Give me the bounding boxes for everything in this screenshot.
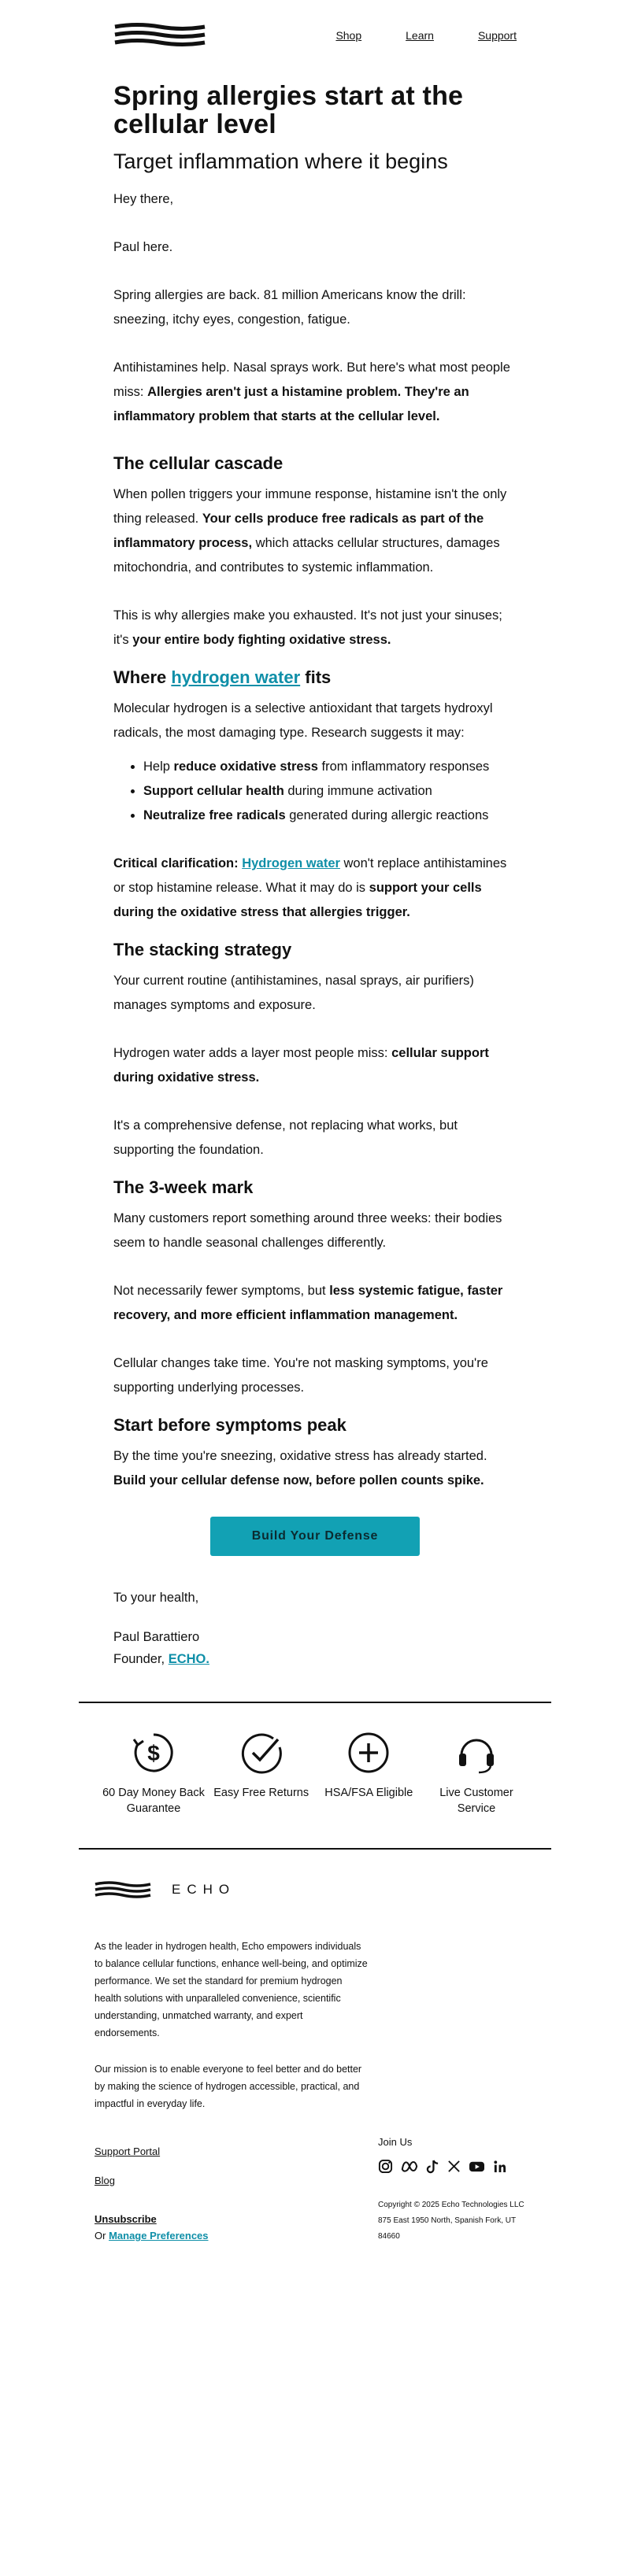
section-heading-3-week: The 3-week mark [113,1177,254,1197]
intro-line: Paul here. [113,240,173,254]
nav-learn-link[interactable]: Learn [406,29,434,42]
footer-about: As the leader in hydrogen health, Echo empowers individuals to balance cellular functions, enhance well-being, and optimize performance. We set the standard for premium hydrogen health solutions with unparalleled convenience, scientific understanding, unmatched warranty, and expert endorsements. [94,1941,368,2038]
paragraph-layer [113,1041,517,1090]
x-icon[interactable] [447,2159,461,2174]
cta-container [113,1517,517,1556]
paragraph-molecular-hydrogen: Molecular hydrogen is a selective antioxidant that targets hydroxyl radicals, the most damaging type. Research suggests it may: [113,701,493,740]
text: from inflammatory responses [317,759,490,774]
paragraph-cascade [113,482,517,580]
footer-right [378,2136,536,2245]
emphasis: Allergies aren't just a histamine problem. They're an inflammatory problem that starts at the cellular level. [113,385,469,423]
text: Hydrogen water adds a layer most people miss: [113,1046,392,1060]
unsubscribe-link[interactable]: Unsubscribe [94,2213,157,2225]
paragraph-clarification [113,852,517,925]
list-item [143,804,517,828]
section-heading-stacking: The stacking strategy [113,940,292,959]
plus-icon [346,1730,391,1776]
text: Where [113,667,172,687]
hydrogen-water-link[interactable]: hydrogen water [171,667,301,687]
feature-label: Live Customer Service [439,1787,513,1815]
emphasis: Critical clarification: [113,856,243,870]
emphasis: Build your cellular defense now, before pollen counts spike. [113,1473,484,1488]
tiktok-icon[interactable] [426,2159,439,2174]
header [113,0,517,71]
money-back-icon [131,1730,176,1776]
footer-mission: Our mission is to enable everyone to feel better and do better by making the science of hydrogen accessible, practical, and impactful in everyday life. [94,2064,362,2109]
subheadline: Target inflammation where it begins [113,150,448,173]
greeting: Hey there, [113,192,174,206]
text: This is why allergies make you exhausted. It's not just your sinuses; it's [113,608,502,647]
section-heading-hydrogen-fits [113,667,517,689]
text: Antihistamines help. Nasal sprays work. But here's what most people miss: [113,360,510,399]
benefits-list [113,755,517,828]
manage-preferences-link[interactable]: Manage Preferences [109,2230,209,2242]
emphasis: support your cells during the oxidative stress that allergies trigger. [113,881,482,919]
features-row [102,1703,528,1848]
emphasis: less systemic fatigue, faster recovery, and more efficient inflammation management. [113,1284,503,1322]
signoff [113,1586,517,1670]
nav-shop-link[interactable]: Shop [335,29,362,42]
emphasis: your entire body fighting oxidative stress. [132,633,391,647]
footer-bottom [94,2136,536,2245]
feature-label: Easy Free Returns [213,1787,309,1799]
text: By the time you're sneezing, oxidative stress has already started. [113,1449,487,1463]
top-nav [291,29,517,42]
linkedin-icon[interactable] [493,2159,506,2174]
paragraph-sneezing [113,1444,517,1493]
support-portal-link[interactable]: Support Portal [94,2145,161,2157]
wordmark: ECHO [172,1882,236,1897]
paragraph-fatigue [113,1279,517,1328]
headline: Spring allergies start at the cellular level [113,81,464,139]
closing-line: To your health, [113,1591,199,1605]
paragraph-allergies: Spring allergies are back. 81 million Americans know the drill: sneezing, itchy eyes, congestion, fatigue. [113,288,466,327]
text: Help [143,759,174,774]
echo-link[interactable]: ECHO. [168,1652,209,1666]
blog-link[interactable]: Blog [94,2175,116,2186]
manage-preferences-line [94,2230,209,2242]
section-heading-cellular-cascade: The cellular cascade [113,453,284,473]
text: When pollen triggers your immune response, histamine isn't the only thing released. [113,487,507,526]
paragraph-cellular-changes: Cellular changes take time. You're not masking symptoms, you're supporting underlying processes. [113,1356,488,1395]
instagram-icon[interactable] [378,2159,393,2174]
emphasis: Support cellular health [143,784,284,798]
text: Founder, [113,1652,169,1666]
list-item [143,779,517,804]
feature-support [425,1730,528,1817]
echo-logo-icon [94,1881,151,1898]
social-icons [378,2159,536,2174]
text: fits [300,667,332,687]
paragraph-antihistamines [113,356,517,429]
footer-logo [94,1881,536,1898]
feature-hsa [317,1730,420,1817]
text: during immune activation [284,784,432,798]
feature-money-back [102,1730,205,1817]
paragraph-routine: Your current routine (antihistamines, nasal sprays, air purifiers) manages symptoms and exposure. [113,974,474,1012]
footer [79,1850,551,2253]
company-address: Copyright © 2025 Echo Technologies LLC 875 East 1950 North, Spanish Fork, UT 84660 [378,2201,524,2241]
echo-logo-icon[interactable] [113,22,206,49]
paragraph-three-weeks: Many customers report something around three weeks: their bodies seem to handle seasonal challenges differently. [113,1211,502,1250]
emphasis: cellular support during oxidative stress. [113,1046,489,1085]
emphasis: Neutralize free radicals [143,808,286,822]
build-defense-button[interactable]: Build Your Defense [210,1517,420,1556]
feature-label: HSA/FSA Eligible [324,1787,413,1799]
signer-role [113,1648,517,1670]
signer-name: Paul Barattiero [113,1630,200,1644]
text: generated during allergic reactions [285,808,489,822]
svg-text:$: $ [147,1741,160,1765]
emphasis: Your cells produce free radicals as part of the inflammatory process, [113,512,484,550]
section-heading-start-before: Start before symptoms peak [113,1415,346,1435]
text: which attacks cellular structures, damages mitochondria, and contributes to systemic inflammation. [113,536,500,575]
checkmark-icon [239,1730,284,1776]
text: won't replace antihistamines or stop histamine release. What it may do is [113,856,507,895]
paragraph-comprehensive: It's a comprehensive defense, not replacing what works, but supporting the foundation. [113,1118,458,1157]
list-item [143,755,517,779]
join-us-label: Join Us [378,2136,413,2148]
paragraph-exhausted [113,604,517,652]
text: Or [94,2230,109,2242]
text: Not necessarily fewer symptoms, but [113,1284,330,1298]
feature-label: 60 Day Money Back Guarantee [102,1787,205,1815]
footer-links [94,2136,209,2245]
headset-icon [454,1730,499,1776]
email-body [113,82,517,1670]
nav-support-link[interactable]: Support [477,29,517,42]
hydrogen-water-link[interactable]: Hydrogen water [242,856,340,870]
meta-icon[interactable] [401,2159,418,2174]
emphasis: reduce oxidative stress [173,759,318,774]
youtube-icon[interactable] [469,2159,485,2174]
feature-returns [210,1730,313,1817]
